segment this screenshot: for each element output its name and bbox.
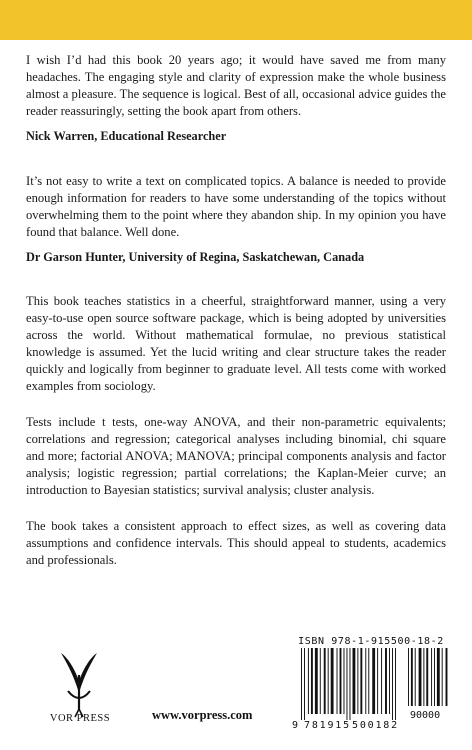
addon-bar [419, 648, 422, 706]
publisher-name: VOR PRESS [49, 713, 111, 724]
review-quote-2: It’s not easy to write a text on complicated topics. A balance is needed to provide enough information for readers to have some understanding of the topics without overwhelming them to the point where they abandon ship. In my opinion you have found that balance. Well done. [26, 174, 446, 239]
barcode-bar [377, 648, 378, 714]
barcode-bar [344, 648, 345, 714]
barcode-bar [337, 648, 338, 714]
barcode-bar [360, 648, 362, 714]
barcode-bar [350, 648, 351, 720]
barcode-bar [392, 648, 393, 720]
review-author-2: Dr Garson Hunter, University of Regina, Saskatchewan, Canada [26, 250, 365, 264]
review-quote-1: I wish I’d had this book 20 years ago; it would have saved me from many headaches. The engaging style and clarity of expression make the whole business almost a pleasure. The sequence is logical. Best of all, occasional advice guides the reader reassuringly, setting the book apart from others. [26, 53, 446, 118]
barcode-bar [395, 648, 396, 720]
isbn-label: ISBN 978-1-915500-18-2 [298, 636, 444, 647]
barcode-bar [372, 648, 375, 714]
description-paragraph-2: Tests include t tests, one-way ANOVA, and their non-parametric equivalents; correlations and regression; categorical analyses including binomial, chi square and more; factorial ANOVA; MANOVA; principal components analysis and factor analysis; logistic regression; partial correlations; the Kaplan-Meier curve; an introduction to Bayesian statistics; survival analysis; cluster analysis. [26, 415, 446, 497]
barcode-bar [320, 648, 321, 714]
barcode-bar [381, 648, 382, 714]
barcode-bar [308, 648, 309, 714]
barcode-bar [347, 648, 348, 720]
barcode-bar [389, 648, 390, 714]
barcode-bar [315, 648, 318, 714]
back-cover-text [26, 52, 446, 569]
barcode-bar [357, 648, 358, 714]
barcode-bar [328, 648, 329, 714]
description-paragraph-1: This book teaches statistics in a cheerful, straightforward manner, using a very easy-to-use open source software package, which is being adopted by universities across the world. Without mathematical formulae, no previous statistical knowledge is assumed. Yet the lucid writing and clear structure takes the reader quickly and logically from beginner to graduate level. All tests come with worked examples from sociology. [26, 294, 446, 393]
publisher-website: www.vorpress.com [152, 708, 253, 722]
ean-first-digit: 9 [292, 720, 299, 731]
description-paragraph-3: The book takes a consistent approach to effect sizes, as well as covering data assumptions and confidence intervals. This should appeal to students, academics and professionals. [26, 519, 446, 567]
addon-bar [434, 648, 435, 706]
barcode-bars [292, 648, 450, 722]
barcode-bar [353, 648, 356, 714]
review-author-1: Nick Warren, Educational Researcher [26, 129, 227, 143]
isbn-barcode [292, 636, 450, 736]
ean-left-group: 781915 [304, 720, 351, 731]
barcode-bar [311, 648, 313, 714]
price-code: 90000 [410, 710, 441, 721]
addon-bar [437, 648, 440, 706]
addon-bar [408, 648, 409, 706]
addon-bar [431, 648, 432, 706]
barcode-bar [340, 648, 342, 714]
barcode-bar [324, 648, 326, 714]
addon-bar [411, 648, 413, 706]
addon-bar [415, 648, 416, 706]
addon-bar [446, 648, 448, 706]
addon-bar [442, 648, 443, 706]
barcode-bar [301, 648, 302, 720]
addon-bar [423, 648, 424, 706]
ean-right-group: 500182 [352, 720, 399, 731]
barcode-bar [365, 648, 366, 714]
top-color-band [0, 0, 472, 40]
barcode-bar [331, 648, 334, 714]
addon-bar [426, 648, 428, 706]
barcode-bar [385, 648, 387, 714]
barcode-bar [304, 648, 305, 720]
barcode-bar [368, 648, 369, 714]
